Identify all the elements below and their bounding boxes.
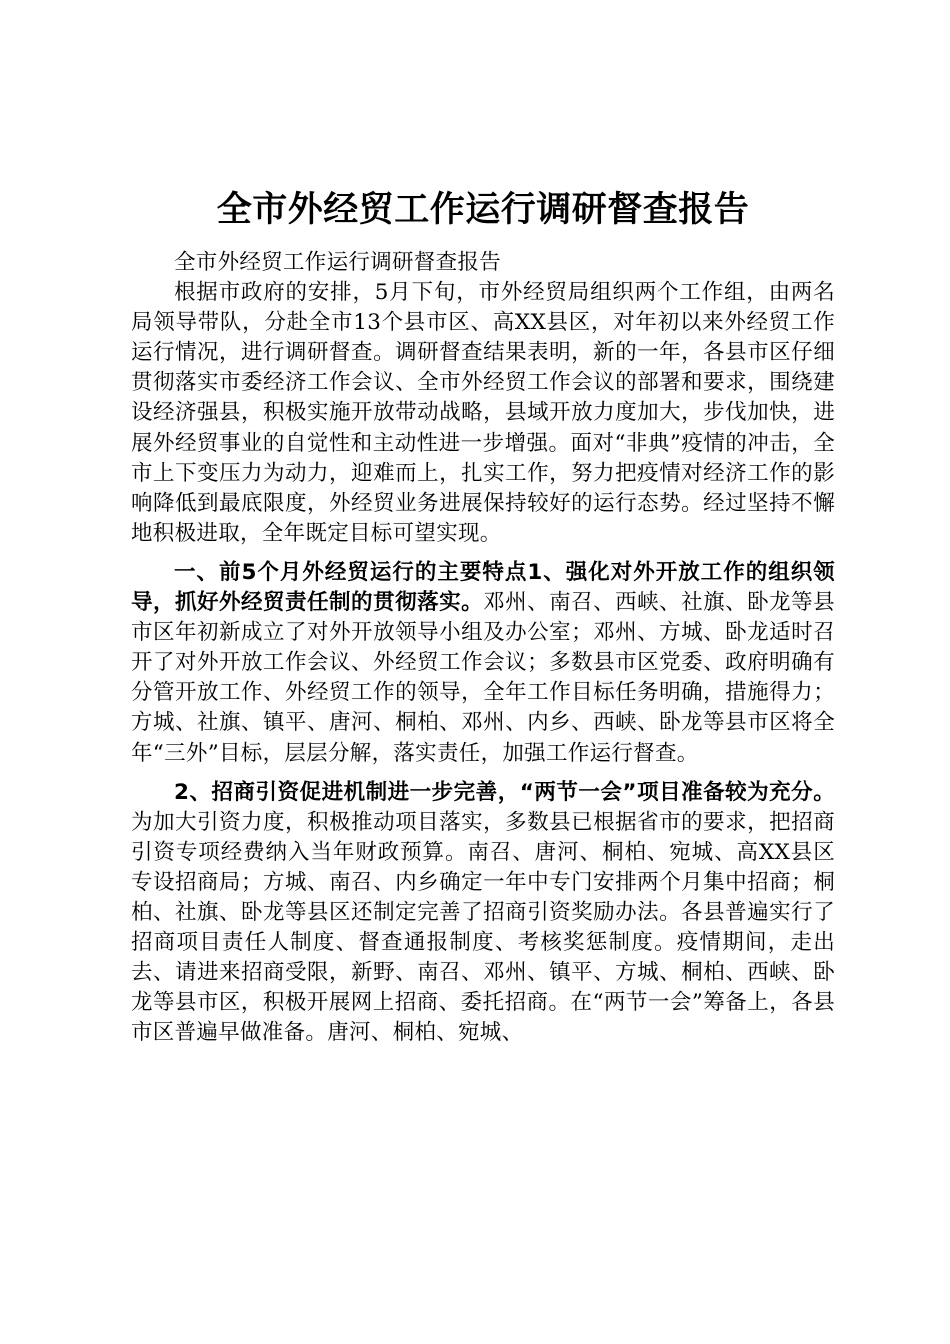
- paragraph-section-2-text: 为加大引资力度，积极推动项目落实，多数县已根据省市的要求，把招商引资专项经费纳入当年财政预算。南召、唐河、桐柏、宛城、高XX县区专设招商局；方城、南召、内乡确定一年中专门安排两个月集中招商；桐柏、社旗、卧龙等县区还制定完善了招商引资奖励办法。各县普遍实行了招商项目责任人制度、督查通报制度、考核奖惩制度。疫情期间，走出去、请进来招商受限，新野、南召、邓州、镇平、方城、桐柏、西峡、卧龙等县市区，积极开展网上招商、委托招商。在“两节一会”筹备上，各县市区普遍早做准备。唐河、桐柏、宛城、: [131, 809, 835, 1046]
- document-subtitle: 全市外经贸工作运行调研督查报告: [174, 250, 502, 275]
- paragraph-intro: [131, 278, 835, 549]
- paragraph-section-1: [131, 558, 835, 769]
- section-1-heading: 一、前5个月外经贸运行的主要特点1、强化对外开放工作的组织领导，抓好外经贸责任制的贯彻落实。: [131, 559, 835, 616]
- paragraph-section-2: [131, 778, 835, 1049]
- section-2-heading: 2、招商引资促进机制进一步完善，“两节一会”项目准备较为充分。: [174, 779, 835, 805]
- document-title: 全市外经贸工作运行调研督查报告: [216, 189, 750, 230]
- paragraph-intro-text: 根据市政府的安排，5月下旬，市外经贸局组织两个工作组，由两名局领导带队，分赴全市13个县市区、高XX县区，对年初以来外经贸工作运行情况，进行调研督查。调研督查结果表明，新的一年，各县市区仔细贯彻落实市委经济工作会议、全市外经贸工作会议的部署和要求，围绕建设经济强县，积极实施开放带动战略，县域开放力度加大，步伐加快，进展外经贸事业的自觉性和主动性进一步增强。面对“非典”疫情的冲击，全市上下变压力为动力，迎难而上，扎实工作，努力把疫情对经济工作的影响降低到最底限度，外经贸业务进展保持较好的运行态势。经过坚持不懈地积极进取，全年既定目标可望实现。: [131, 280, 835, 546]
- document-page: [131, 180, 835, 1048]
- paragraph-section-1-text: 邓州、南召、西峡、社旗、卧龙等县市区年初新成立了对外开放领导小组及办公室；邓州、方城、卧龙适时召开了对外开放工作会议、外经贸工作会议；多数县市区党委、政府明确有分管开放工作、外经贸工作的领导，全年工作目标任务明确，措施得力；方城、社旗、镇平、唐河、桐柏、邓州、内乡、西峡、卧龙等县市区将全年“三外”目标，层层分解，落实责任，加强工作运行督查。: [131, 590, 835, 766]
